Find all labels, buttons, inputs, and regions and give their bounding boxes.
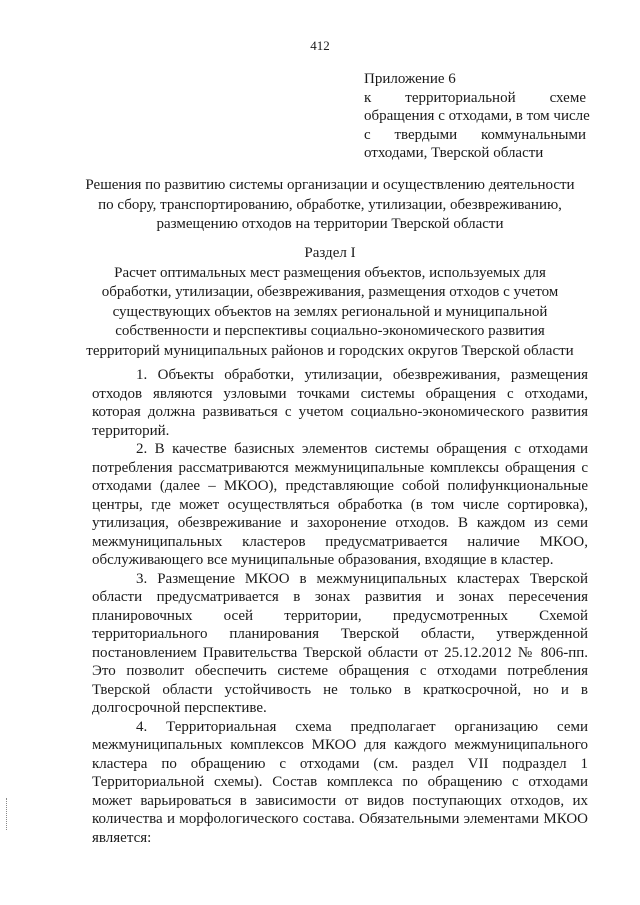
section-subtitle-line: существующих объектов на землях региональной и муниципальной <box>112 303 548 320</box>
section-subtitle-line: обработки, утилизации, обезвреживания, размещения отходов с учетом <box>101 284 559 300</box>
appendix-line: обращения с отходами, в том числе <box>364 108 590 124</box>
appendix-line: с твердыми коммунальными <box>364 126 586 143</box>
title-line: по сбору, транспортированию, обработке, утилизации, обезвреживанию, <box>98 196 562 213</box>
paragraph: 4. Территориальная схема предполагает организацию семи межмуниципальных комплексов МКОО для каждого межмуниципального кластера по обращению с отходами (см. раздел VII подраздел 1 Территориальной схемы). Состав комплекса по обращению с отходами может варьироваться в зависимости от видов поступающих отходов, их количества и морфологического состава. Обязательными элементами МКОО является: <box>92 718 588 846</box>
section-subtitle-line: Расчет оптимальных мест размещения объектов, используемых для <box>114 264 546 281</box>
paragraph: 2. В качестве базисных элементов системы обращения с отходами потребления рассматриваются межмуниципальные комплексы обращения с отходами (далее – МКОО), представляющие собой полифункциональные центры, где может осуществляться обработка (в том числе сортировка), утилизация, обезвреживание и захоронение отходов. В каждом из семи межмуниципальных кластеров предусматривается наличие МКОО, обслуживающего все муниципальные образования, входящие в кластер. <box>92 441 588 568</box>
document-title <box>60 176 600 235</box>
section-header <box>60 244 600 361</box>
section-subtitle-line: собственности и перспективы социально-экономического развития <box>115 323 545 339</box>
appendix-line: отходами, Тверской области <box>364 145 544 161</box>
appendix-line: Приложение 6 <box>364 71 456 87</box>
body-text <box>92 366 588 847</box>
title-line: размещению отходов на территории Тверской области <box>156 216 504 232</box>
section-subtitle-line: территорий муниципальных районов и городских округов Тверской области <box>86 342 574 359</box>
paragraph: 1. Объекты обработки, утилизации, обезвреживания, размещения отходов являются узловыми точками системы обращения с отходами, которая должна развиваться с учетом социально-экономического развития территорий. <box>92 367 588 439</box>
section-heading: Раздел I <box>304 245 356 261</box>
appendix-note <box>364 70 590 163</box>
appendix-line: к территориальной схеме <box>364 89 586 106</box>
title-line: Решения по развитию системы организации и осуществлению деятельности <box>85 177 575 193</box>
scan-margin-mark <box>6 798 8 830</box>
paragraph: 3. Размещение МКОО в межмуниципальных кластерах Тверской области предусматривается в зонах развития и зонах пересечения планировочных осей территории, предусмотренных Схемой территориального планирования Тверской области, утвержденной постановлением Правительства Тверской области от 25.12.2012 № 806-пп. Это позволит обеспечить системе обращения с отходами потребления Тверской области устойчивость не только в краткосрочной, но и в долгосрочной перспективе. <box>92 570 588 716</box>
page-number: 412 <box>310 38 330 53</box>
